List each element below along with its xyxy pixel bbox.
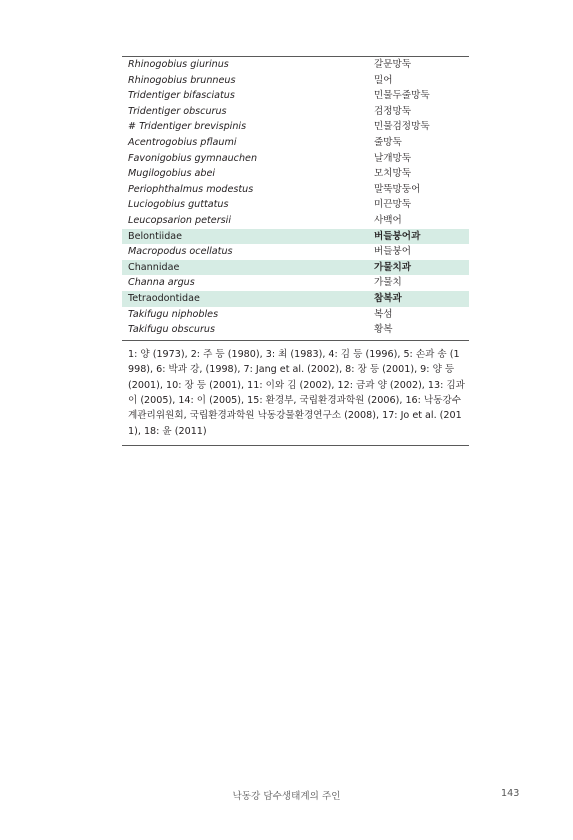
species-scientific-name: Rhinogobius giurinus — [128, 59, 229, 70]
table-row — [122, 322, 469, 338]
species-korean-name: 가물치 — [374, 277, 402, 289]
family-scientific-name: Channidae — [128, 261, 180, 273]
species-scientific-name: Rhinogobius brunneus — [128, 74, 236, 86]
species-korean-name: 말뚝망둥어 — [374, 183, 421, 195]
species-korean-name: 모치망둑 — [374, 168, 412, 180]
species-korean-name: 줄망둑 — [374, 136, 402, 148]
species-scientific-name: Takifugu niphobles — [128, 308, 219, 320]
table-row — [122, 104, 469, 120]
family-korean-name: 참복과 — [374, 292, 402, 304]
table-row — [122, 119, 469, 135]
species-scientific-name: Channa argus — [128, 277, 195, 289]
species-korean-name: 버들붕어 — [374, 246, 412, 258]
page-number: 143 — [501, 788, 520, 799]
species-scientific-name: Mugilogobius abei — [128, 168, 216, 180]
table-row — [122, 307, 469, 323]
table-row — [122, 197, 469, 213]
species-table — [122, 56, 469, 446]
species-korean-name: 검정망둑 — [374, 105, 412, 117]
species-scientific-name: Periophthalmus modestus — [128, 183, 254, 195]
species-scientific-name: Favonigobius gymnauchen — [128, 152, 258, 164]
species-scientific-name: Luciogobius guttatus — [128, 199, 229, 211]
species-korean-name: 민물검정망둑 — [374, 121, 430, 133]
references-note: 1: 양 (1973), 2: 주 등 (1980), 3: 최 (1983), 4: 김 등 (1996), 5: 손과 송 (1998), 6: 박과 강, (1998), 7: Jang et al. (2002), 8: 장 등 (2001), 9: 양 등 (2001), 10: 장 등 (2001), 11: 이와 김 (2002), 12: 금과 양 (2002), 13: 김과 이 (2005), 14: 이 (2005), 15: 환경부, 국립환경과학원 (2006), 16: 낙동강수계관리위원회, 국립환경과학원 낙동강물환경연구소 (2008), 17: Jo et al. (2011), 18: 윤 (2011) — [128, 348, 465, 437]
table-row — [122, 88, 469, 104]
species-korean-name: 미끈망둑 — [374, 199, 412, 211]
family-korean-name: 버들붕어과 — [374, 230, 421, 242]
species-scientific-name: # Tridentiger brevispinis — [128, 121, 247, 133]
table-row — [122, 244, 469, 260]
table-row — [122, 151, 469, 167]
table-row — [122, 213, 469, 229]
table-row — [122, 182, 469, 198]
species-scientific-name: Macropodus ocellatus — [128, 246, 233, 258]
table-row — [122, 57, 469, 73]
table-row — [122, 73, 469, 89]
family-scientific-name: Belontiidae — [128, 230, 183, 242]
family-row — [122, 229, 469, 245]
table-row — [122, 166, 469, 182]
species-scientific-name: Tridentiger bifasciatus — [128, 90, 235, 102]
species-korean-name: 날개망둑 — [374, 152, 412, 164]
species-korean-name: 황복 — [374, 324, 393, 336]
species-korean-name: 민물두줄망둑 — [374, 90, 430, 102]
species-scientific-name: Takifugu obscurus — [128, 324, 215, 336]
species-scientific-name: Tridentiger obscurus — [128, 105, 227, 117]
species-scientific-name: Leucopsarion petersii — [128, 214, 231, 226]
family-scientific-name: Tetraodontidae — [128, 292, 200, 304]
species-korean-name: 밀어 — [374, 74, 393, 86]
species-korean-name: 사백어 — [374, 214, 402, 226]
family-row — [122, 291, 469, 307]
family-korean-name: 가물치과 — [374, 261, 412, 273]
bottom-rule — [122, 445, 469, 446]
table-row — [122, 275, 469, 291]
table-row — [122, 135, 469, 151]
species-scientific-name: Acentrogobius pflaumi — [128, 136, 237, 148]
species-korean-name: 복섬 — [374, 308, 393, 320]
table-body — [122, 57, 469, 338]
species-korean-name: 갈문망둑 — [374, 59, 412, 70]
footer-book-title: 낙동강 담수생태계의 주인 — [232, 791, 341, 802]
family-row — [122, 260, 469, 276]
